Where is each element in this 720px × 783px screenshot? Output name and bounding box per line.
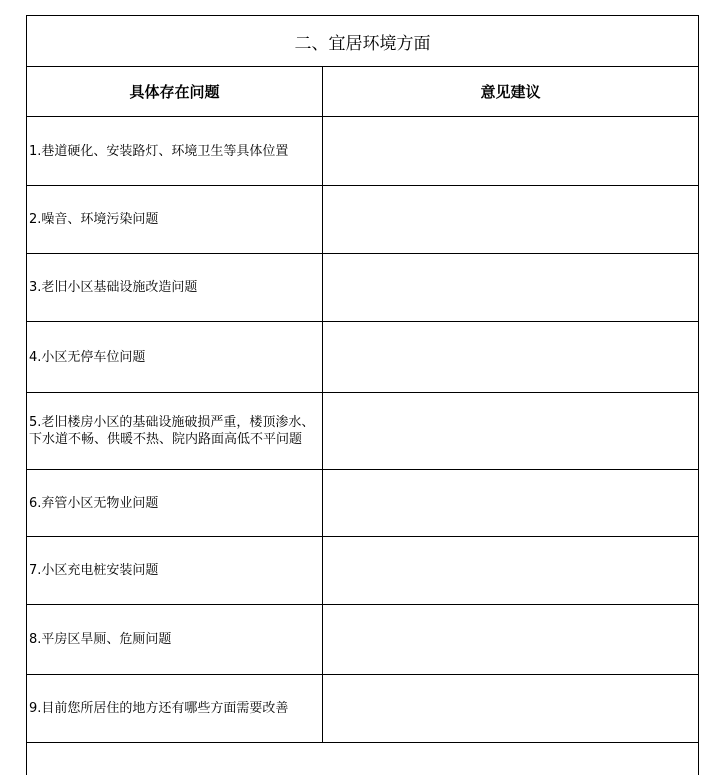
problem-cell: 3.老旧小区基础设施改造问题 xyxy=(27,254,323,321)
problem-cell: 7.小区充电桩安装问题 xyxy=(27,537,323,604)
problem-cell: 8.平房区旱厕、危厕问题 xyxy=(27,605,323,674)
suggestion-cell[interactable] xyxy=(323,254,698,321)
problem-cell: 1.巷道硬化、安装路灯、环境卫生等具体位置 xyxy=(27,117,323,185)
survey-table xyxy=(26,15,699,775)
table-row xyxy=(27,470,698,537)
problem-cell: 2.噪音、环境污染问题 xyxy=(27,186,323,253)
suggestion-cell[interactable] xyxy=(323,537,698,604)
next-row-partial xyxy=(27,743,698,783)
table-row xyxy=(27,393,698,470)
problem-cell: 9.目前您所居住的地方还有哪些方面需要改善 xyxy=(27,675,323,742)
suggestion-cell[interactable] xyxy=(323,186,698,253)
suggestion-cell[interactable] xyxy=(323,393,698,469)
suggestion-cell[interactable] xyxy=(323,117,698,185)
problem-cell: 5.老旧楼房小区的基础设施破损严重，楼顶渗水、下水道不畅、供暖不热、院内路面高低不平问题 xyxy=(27,393,323,469)
suggestion-cell[interactable] xyxy=(323,322,698,392)
problem-cell: 6.弃管小区无物业问题 xyxy=(27,470,323,536)
table-row xyxy=(27,254,698,322)
table-row xyxy=(27,537,698,605)
table-row xyxy=(27,675,698,743)
table-header xyxy=(27,67,698,117)
table-row xyxy=(27,322,698,393)
table-row xyxy=(27,186,698,254)
header-problem: 具体存在问题 xyxy=(27,67,323,116)
suggestion-cell[interactable] xyxy=(323,675,698,742)
problem-cell: 4.小区无停车位问题 xyxy=(27,322,323,392)
section-title: 二、宜居环境方面 xyxy=(27,16,698,67)
suggestion-cell[interactable] xyxy=(323,605,698,674)
table-row xyxy=(27,605,698,675)
header-suggestion: 意见建议 xyxy=(480,83,541,101)
suggestion-cell[interactable] xyxy=(323,470,698,536)
table-row xyxy=(27,117,698,186)
